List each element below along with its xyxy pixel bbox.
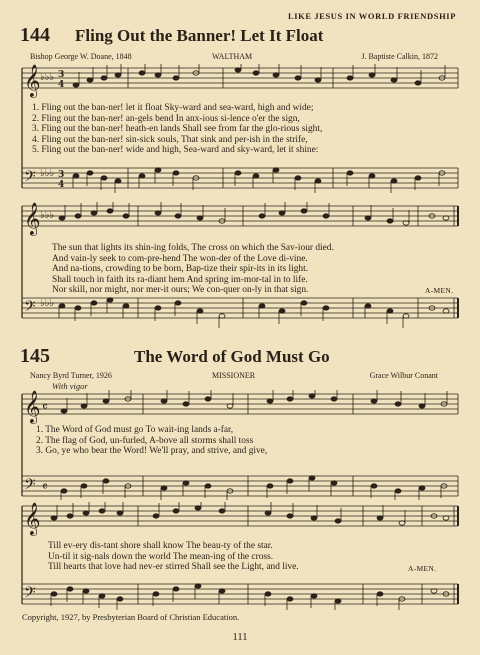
hymn-144-music-credit: J. Baptiste Calkin, 1872	[361, 52, 438, 61]
hymn-145-music-credit: Grace Wilbur Conant	[369, 371, 438, 380]
lyric-line: And vain-ly seek to com-pre-hend The won-der of the Love di-vine.	[52, 253, 308, 264]
svg-text:𝄢: 𝄢	[24, 298, 36, 319]
svg-text:3: 3	[58, 170, 65, 180]
svg-text:𝄞: 𝄞	[24, 202, 41, 235]
svg-text:♭♭♭: ♭♭♭	[40, 72, 55, 83]
svg-text:𝄢: 𝄢	[24, 584, 36, 605]
copyright-notice: Copyright, 1927, by Presbyterian Board of Christian Education.	[22, 612, 240, 622]
hymn-145-number: 145	[20, 345, 50, 367]
lyric-line: 2. Fling out the ban-ner! an-gels bend In anx-ious si-lence o'er the sign,	[32, 113, 300, 124]
lyric-line: Till ev-ery dis-tant shore shall know The beau-ty of the star.	[48, 541, 273, 551]
lyric-line: Un-til it sig-nals down the world The mean-ing of the cross.	[48, 551, 274, 562]
svg-text:𝄴: 𝄴	[42, 400, 48, 415]
lyric-line: 4. Fling out the ban-ner! sin-sick souls, That sink and per-ish in the strife,	[32, 134, 308, 145]
hymn-144-tune-name: WALTHAM	[212, 52, 253, 61]
hymn-144-system-1-lyrics	[32, 103, 322, 156]
svg-text:♭♭♭: ♭♭♭	[40, 168, 55, 179]
lyric-line: And na-tions, crowding to be born, Bap-tize their spir-its in its light.	[52, 264, 309, 275]
svg-text:𝄴: 𝄴	[42, 480, 48, 495]
page-number: 111	[232, 632, 248, 643]
svg-text:♭♭♭: ♭♭♭	[40, 298, 55, 309]
lyric-line: Shall touch in faith its ra-diant hem And spring im-mor-tal in to life.	[52, 274, 308, 285]
section-header: LIKE JESUS IN WORLD FRIENDSHIP	[287, 11, 456, 21]
svg-text:𝄞: 𝄞	[24, 502, 41, 535]
hymn-144-system-2-lyrics	[52, 243, 334, 296]
hymn-144-title: Fling Out the Banner! Let It Float	[75, 26, 324, 45]
hymn-145-amen: A-MEN.	[408, 564, 437, 573]
hymn-145-title: The Word of God Must Go	[134, 347, 330, 366]
svg-text:4: 4	[58, 180, 65, 190]
svg-text:𝄞: 𝄞	[24, 390, 41, 423]
lyric-line: The sun that lights its shin-ing folds, The cross on which the Sav-iour died.	[52, 243, 334, 253]
lyric-line: 2. The flag of God, un-furled, A-bove all storms shall toss	[36, 435, 254, 446]
svg-text:3: 3	[58, 70, 65, 80]
hymn-145-system-2-lyrics	[48, 541, 299, 573]
svg-text:4: 4	[58, 80, 65, 90]
hymn-145-system-1-lyrics	[36, 425, 267, 457]
svg-text:𝄞: 𝄞	[24, 64, 41, 97]
lyric-line: 1. The Word of God must go To wait-ing lands a-far,	[36, 425, 234, 435]
lyric-line: Till hearts that love had nev-er stirred Shall see the Light, and live.	[48, 562, 299, 573]
lyric-line: 3. Fling out the ban-ner! heath-en lands Shall see from far the glo-rious sight,	[32, 124, 323, 135]
svg-text:𝄢: 𝄢	[24, 476, 36, 497]
hymn-144-number: 144	[20, 24, 50, 46]
svg-text:♭♭♭: ♭♭♭	[40, 210, 55, 221]
lyric-line: 3. Go, ye who bear the Word! We'll pray, and strive, and give,	[36, 446, 268, 457]
lyric-line: Nor skill, nor might, nor mer-it ours; We con-quer on-ly in that sign.	[52, 285, 309, 296]
lyric-line: 1. Fling out the ban-ner! let it float Sky-ward and sea-ward, high and wide;	[32, 103, 314, 113]
hymn-144-words-credit: Bishop George W. Doane, 1848	[30, 52, 132, 61]
lyric-line: 5. Fling out the ban-ner! wide and high, Sea-ward and sky-ward, let it shine:	[32, 145, 319, 156]
svg-text:𝄢: 𝄢	[24, 168, 36, 189]
hymn-144-amen: A-MEN.	[425, 286, 454, 295]
hymn-145-tune-name: MISSIONER	[212, 371, 256, 380]
hymn-145-words-credit: Nancy Byrd Turner, 1926	[30, 371, 112, 380]
hymn-145-tempo: With vigor	[52, 381, 88, 391]
